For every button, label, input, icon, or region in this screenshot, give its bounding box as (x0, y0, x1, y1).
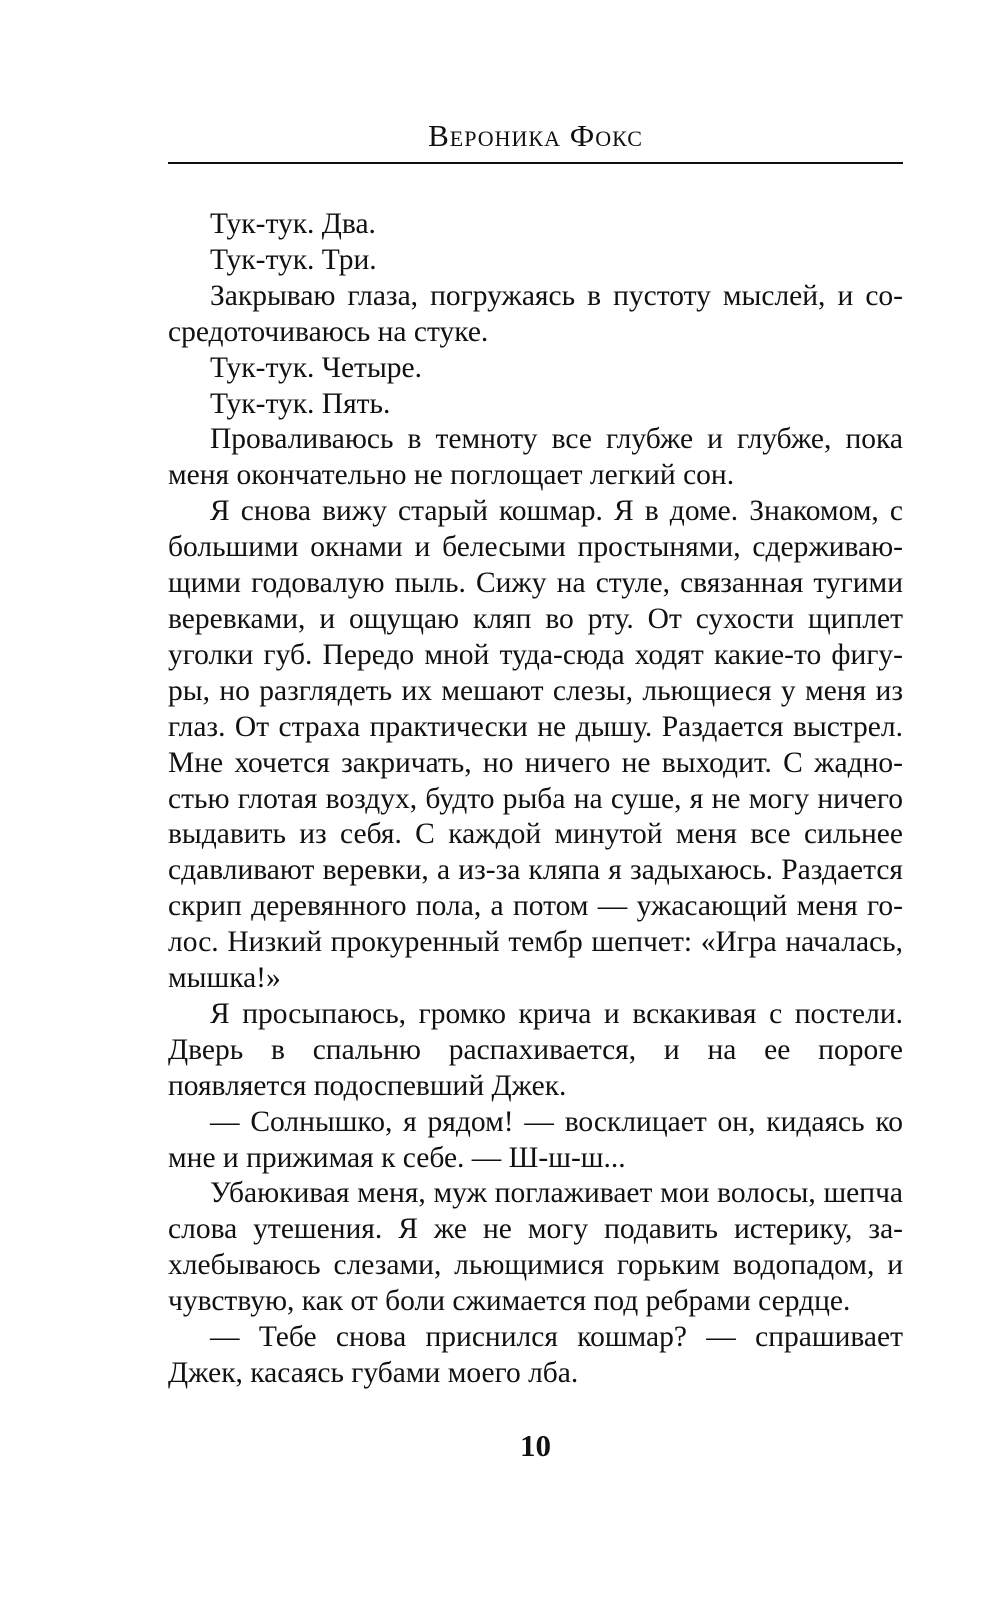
paragraph: Убаюкивая меня, муж поглаживает мои волосы, шепча слова утешения. Я же не могу подавить истерику, захлебываюсь слезами, льющимися горьким водопадом, и чувствую, как от боли сжимается под ребрами сердце. (168, 1177, 903, 1318)
header-rule (168, 162, 903, 164)
paragraph: Я просыпаюсь, громко крича и вскакивая с постели. Дверь в спальню распахивается, и на ее пороге появляется подоспевший Джек. (168, 997, 903, 1102)
paragraph: Тук-тук. Два. (210, 208, 376, 240)
paragraph: Я снова вижу старый кошмар. Я в доме. Знакомом, с большими окнами и белесыми простынями, сдерживающими годовалую пыль. Сижу на стуле, связанная тугими веревками, и ощущаю кляп во рту. От сухости щиплет уголки губ. Передо мной туда-сюда ходят какие-то фигуры, но разглядеть их мешают слезы, льющиеся у меня из глаз. От страха практически не дышу. Раздается выстрел. Мне хочется закричать, но ничего не выходит. С жадностью глотая воздух, будто рыба на суше, я не могу ничего выдавить из себя. С каждой минутой меня все сильнее сдавливают веревки, а из-за кляпа я задыхаюсь. Раздается скрип деревянного пола, а потом — ужасающий меня голос. Низкий прокуренный тембр шепчет: «Игра началась, мышка!» (168, 495, 903, 995)
paragraph: Тук-тук. Три. (210, 243, 377, 276)
page-number: 10 (520, 1428, 551, 1463)
paragraph: Тук-тук. Четыре. (210, 351, 422, 384)
body-text (168, 207, 903, 1392)
paragraph: — Тебе снова приснился кошмар? — спрашивает Джек, касаясь губами моего лба. (168, 1321, 903, 1389)
paragraph: Закрываю глаза, погружаясь в пустоту мыслей, и сосредоточиваюсь на стуке. (168, 279, 903, 348)
paragraph: — Солнышко, я рядом! — восклицает он, кидаясь ко мне и прижимая к себе. — Ш-ш-ш... (168, 1105, 903, 1174)
running-head-title: Вероника Фокс (428, 118, 643, 153)
paragraph: Тук-тук. Пять. (210, 387, 391, 420)
paragraph: Проваливаюсь в темноту все глубже и глубже, пока меня окончательно не поглощает легкий сон. (168, 423, 903, 492)
